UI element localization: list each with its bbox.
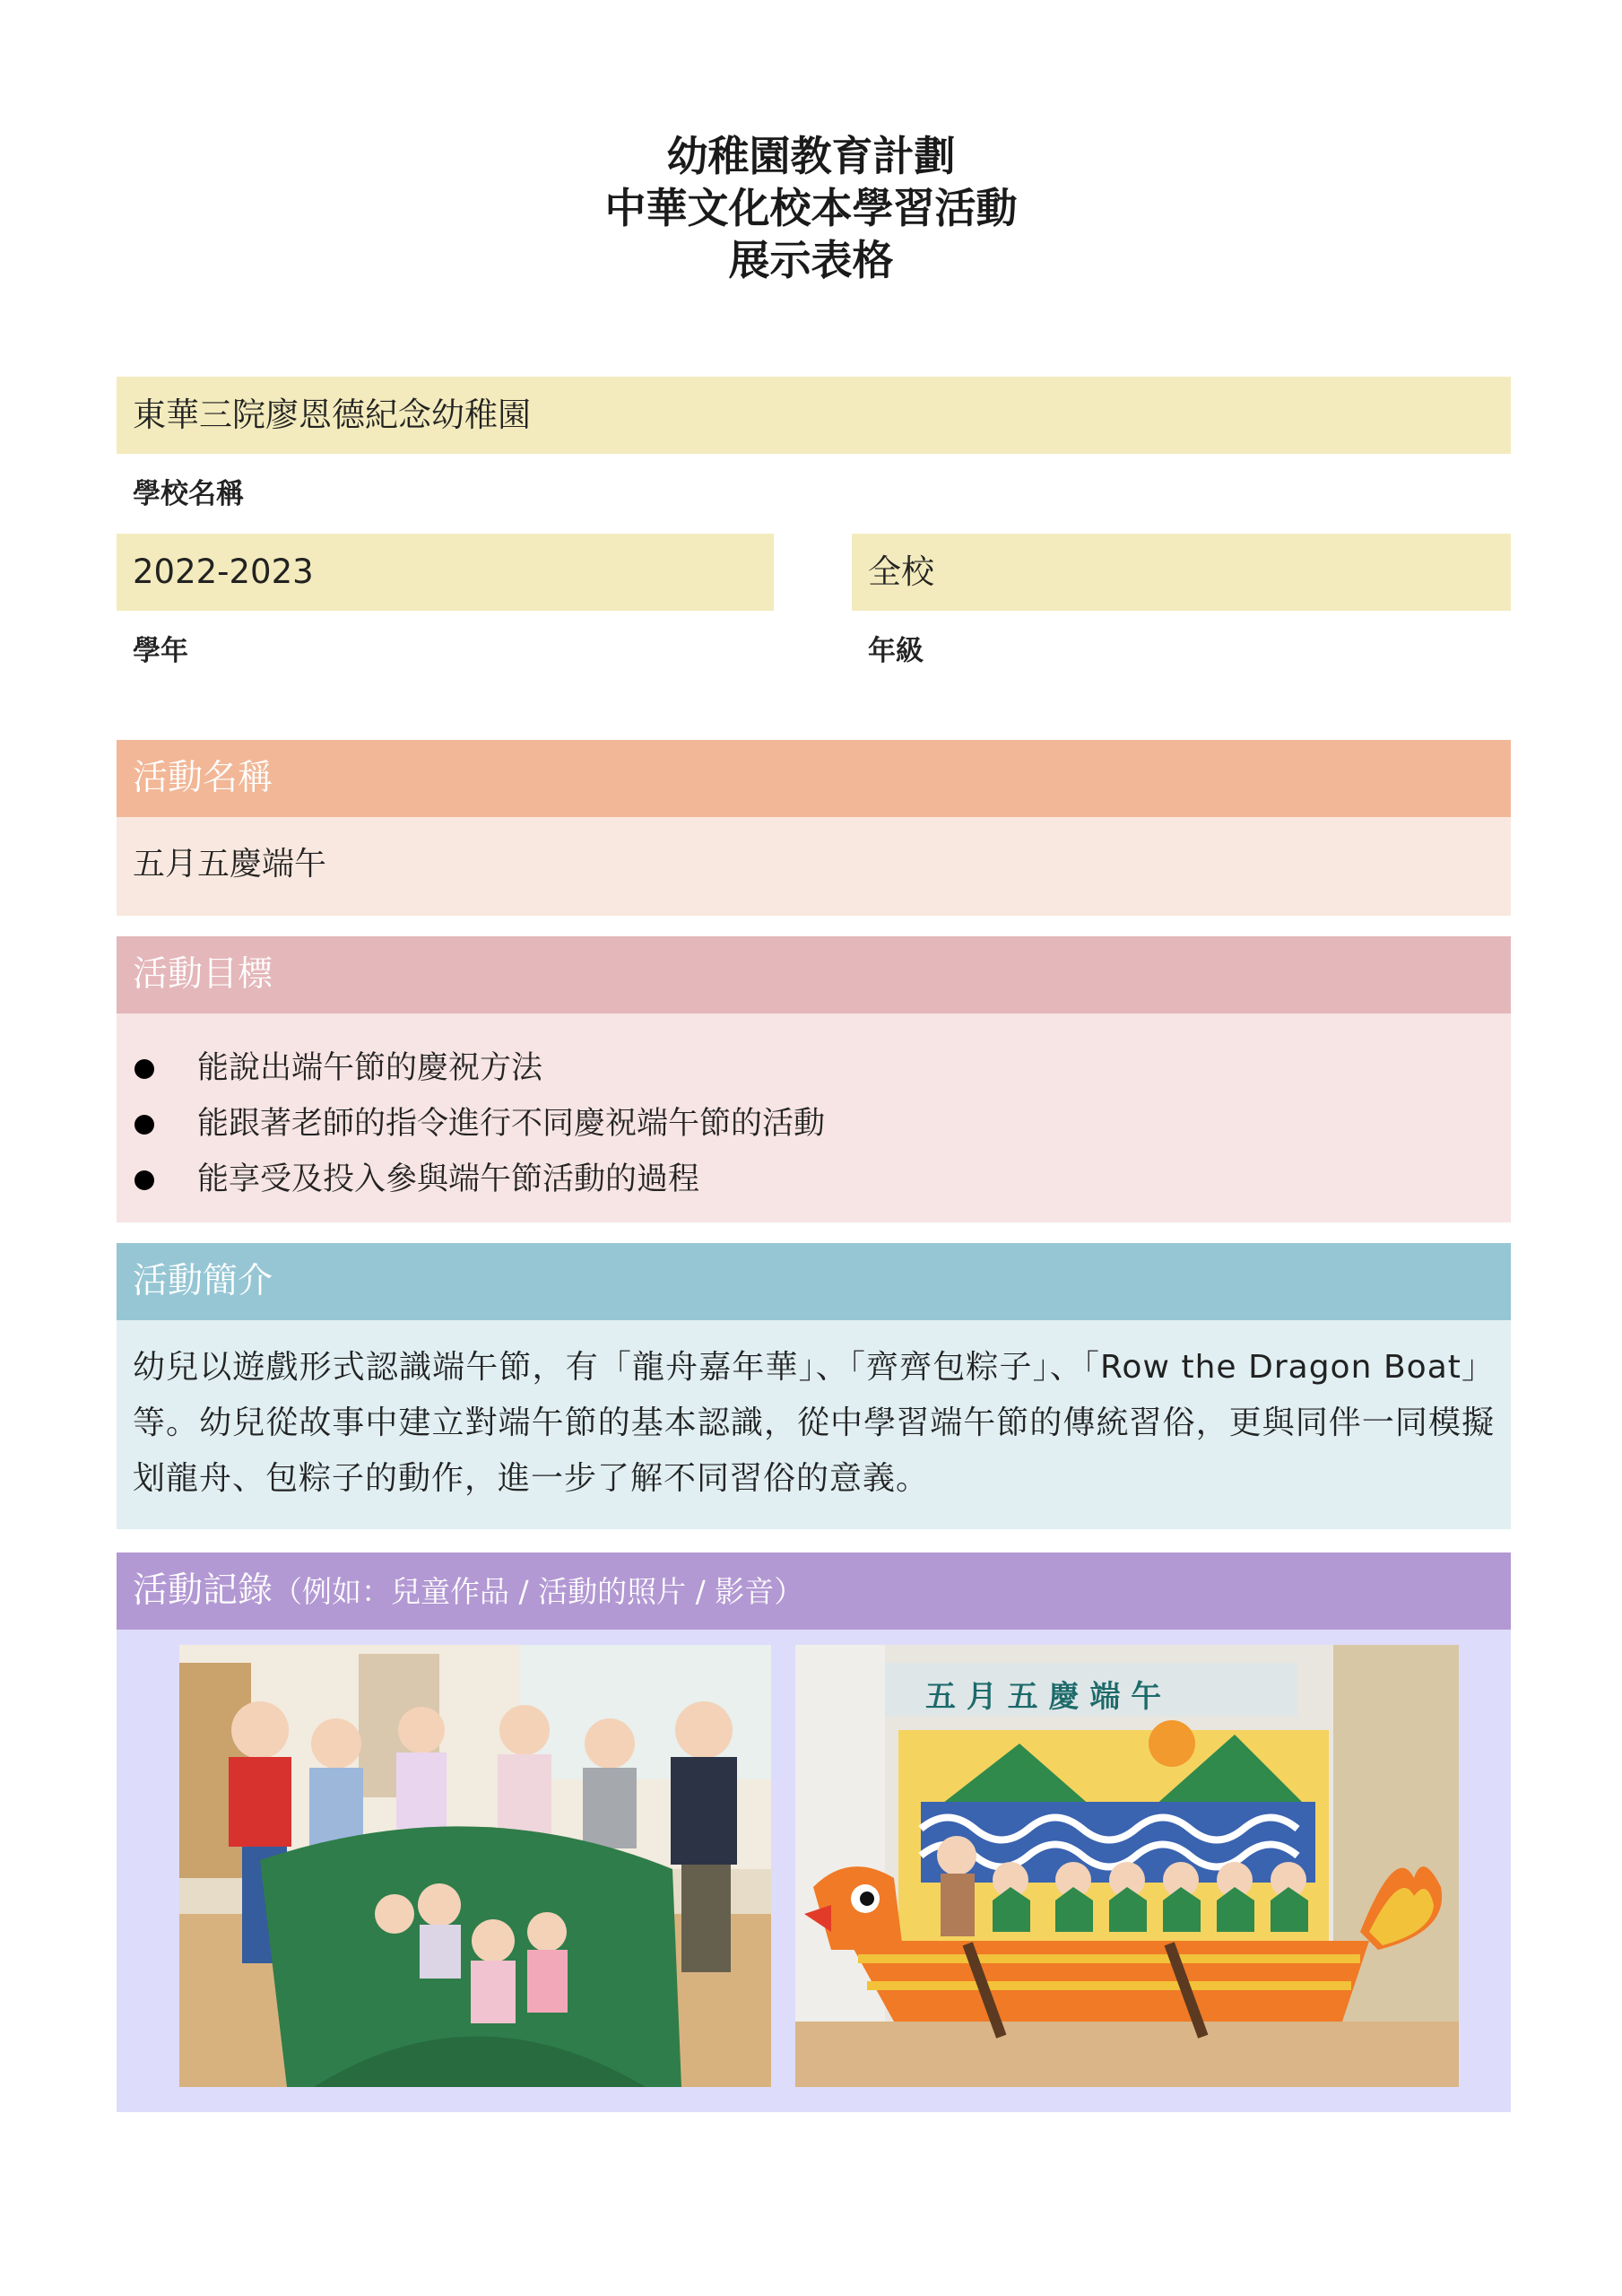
activity-name-value: 五月五慶端午 bbox=[133, 846, 327, 883]
activity-name-header bbox=[117, 740, 1511, 817]
school-year-field bbox=[117, 534, 774, 611]
objectives-heading: 活動目標 bbox=[133, 954, 273, 995]
activity-name-body bbox=[117, 817, 1511, 916]
activity-photo-dragon-boat bbox=[795, 1645, 1459, 2087]
intro-text: 幼兒以遊戲形式認識端午節，有「龍舟嘉年華」、「齊齊包粽子」、「Row the Dragon Boat」等。幼兒從故事中建立對端午節的基本認識，從中學習端午節的傳統習俗，更與同伴一同模擬划龍舟、包粽子的動作，進一步了解不同習俗的意義。 bbox=[133, 1349, 1495, 1497]
objectives-header bbox=[117, 936, 1511, 1013]
school-year-value: 2022-2023 bbox=[133, 552, 314, 591]
title-line-1: 幼稚園教育計劃 bbox=[666, 132, 956, 180]
page-title bbox=[0, 130, 1622, 286]
photo-illustration bbox=[179, 1645, 771, 2087]
grade-value: 全校 bbox=[868, 552, 934, 591]
photo-sign-text: 五 月 五 慶 端 午 bbox=[925, 1679, 1162, 1715]
activity-name-heading: 活動名稱 bbox=[133, 758, 273, 798]
records-heading: 活動記錄 bbox=[133, 1570, 273, 1611]
records-heading-wrap bbox=[117, 1552, 1511, 1631]
objectives-list bbox=[117, 1040, 825, 1207]
school-name-value: 東華三院廖恩德紀念幼稚園 bbox=[133, 396, 531, 434]
grade-label: 年級 bbox=[868, 635, 924, 667]
grade-field bbox=[852, 534, 1511, 611]
records-header bbox=[117, 1552, 1511, 1630]
bullet-icon bbox=[134, 1059, 154, 1079]
title-line-3: 展示表格 bbox=[728, 236, 894, 284]
school-name-field bbox=[117, 377, 1511, 454]
bullet-icon bbox=[134, 1170, 154, 1190]
intro-heading: 活動簡介 bbox=[133, 1261, 273, 1301]
school-name-label: 學校名稱 bbox=[133, 478, 244, 510]
title-line-2: 中華文化校本學習活動 bbox=[604, 184, 1018, 232]
activity-photo-parachute bbox=[179, 1645, 771, 2087]
records-subheading: （例如：兒童作品 / 活動的照片 / 影音） bbox=[273, 1574, 804, 1609]
list-item: 能跟著老師的指令進行不同慶祝端午節的活動 bbox=[117, 1096, 825, 1152]
school-year-label: 學年 bbox=[133, 635, 188, 667]
intro-body bbox=[117, 1320, 1511, 1529]
list-item: 能享受及投入參與端午節活動的過程 bbox=[117, 1152, 825, 1207]
list-item: 能說出端午節的慶祝方法 bbox=[117, 1040, 825, 1096]
bullet-icon bbox=[134, 1115, 154, 1135]
intro-header bbox=[117, 1243, 1511, 1320]
objectives-body bbox=[117, 1013, 1511, 1222]
records-body bbox=[117, 1630, 1511, 2112]
